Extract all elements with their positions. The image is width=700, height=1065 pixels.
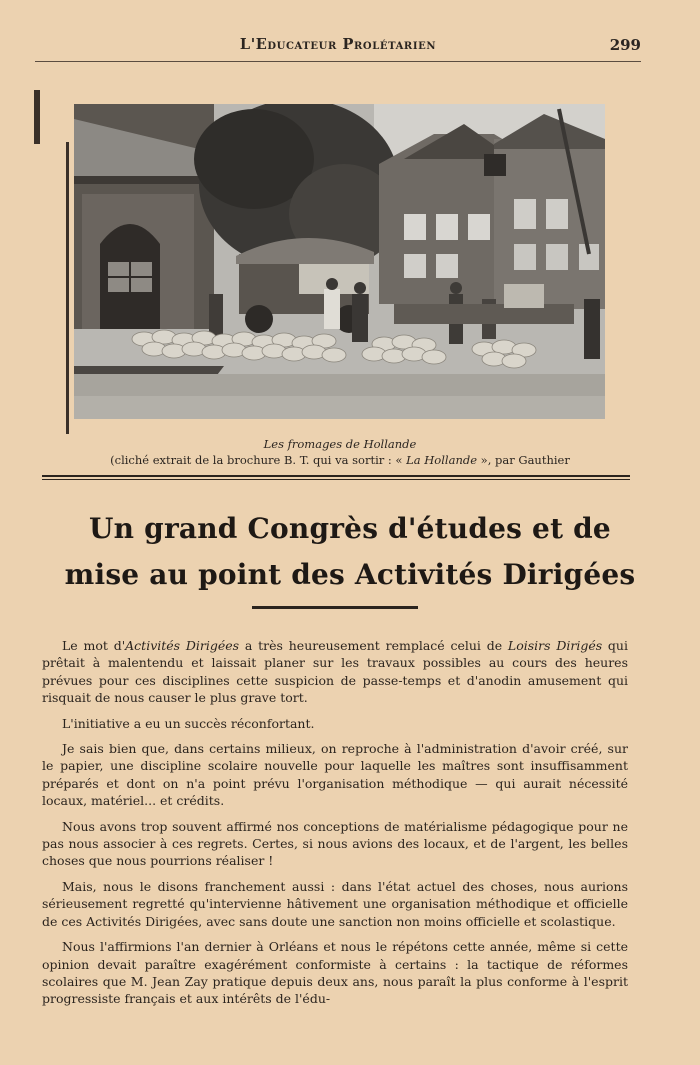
article-body [42, 637, 628, 1008]
caption-credit [60, 452, 620, 468]
p1-text-a: Le mot d' [62, 638, 126, 653]
page-number: 299 [609, 36, 641, 54]
running-head [35, 36, 641, 60]
cheese-market-photo [74, 104, 605, 419]
caption-credit-before: (cliché extrait de la brochure B. T. qui va sortir : « [110, 453, 407, 467]
paragraph-1 [42, 637, 628, 707]
paragraph-3: Je sais bien que, dans certains milieux, on reproche à l'administration d'avoir créé, sur le papier, une discipline scolaire nouvelle pour laquelle les maîtres sont insuffisamment préparés et dont on n'a point prévu l'organisation méthodique — qui aurait nécessité locaux, matériel... et crédits. [42, 741, 628, 809]
photo-caption [60, 436, 620, 468]
p1-term-activites: Activités Dirigées [125, 638, 240, 653]
p1-text-c: a très heureusement remplacé celui de [239, 638, 508, 653]
headline-line-2: mise au point des Activités Dirigées [64, 558, 636, 591]
section-rule-top [42, 475, 630, 477]
headline-line-1: Un grand Congrès d'études et de [89, 512, 611, 545]
margin-mark [34, 90, 40, 144]
paragraph-6: Nous l'affirmions l'an dernier à Orléans et nous le répétons cette année, même si cette opinion devait paraître exagérément conformiste à certains : la tactique de réformes scolaires que M. Jean Zay pratique depuis deux ans, nous paraît la plus conforme à l'esprit progressiste français et aux intérêts de l'édu- [42, 939, 628, 1007]
section-rule-bottom [42, 479, 630, 480]
caption-credit-italic: La Hollande [406, 453, 478, 467]
margin-line [66, 142, 69, 434]
article-headline [30, 506, 670, 598]
p1-text-e: qui prêtait à malentendu et laissait planer sur les travaux possibles au cours des heures prévues pour ces disciplines cette suspicion de passe-temps et d'anodin amusement qui risquait de nous causer le plus grave tort. [42, 638, 628, 706]
paragraph-5: Mais, nous le disons franchement aussi : dans l'état actuel des choses, nous aurions sérieusement regretté qu'intervienne hâtivement une organisation méthodique et officielle de ces Activités Dirigées, avec sans doute une sanction non moins officielle et scolastique. [42, 878, 628, 929]
photo-illustration [74, 104, 605, 419]
paragraph-2: L'initiative a eu un succès réconfortant. [62, 715, 315, 731]
header-rule [35, 61, 641, 62]
p1-term-loisirs: Loisirs Dirigés [507, 638, 603, 653]
caption-credit-after: », par Gauthier [477, 453, 570, 467]
paragraph-4: Nous avons trop souvent affirmé nos conceptions de matérialisme pédagogique pour ne pas nous associer à ces regrets. Certes, si nous avions des locaux, et de l'argent, les belles choses que nous pourrions réaliser ! [42, 818, 628, 869]
journal-title: L'Educateur Prolétarien [239, 36, 437, 53]
caption-title: Les fromages de Hollande [263, 437, 417, 451]
headline-underline [252, 606, 418, 609]
